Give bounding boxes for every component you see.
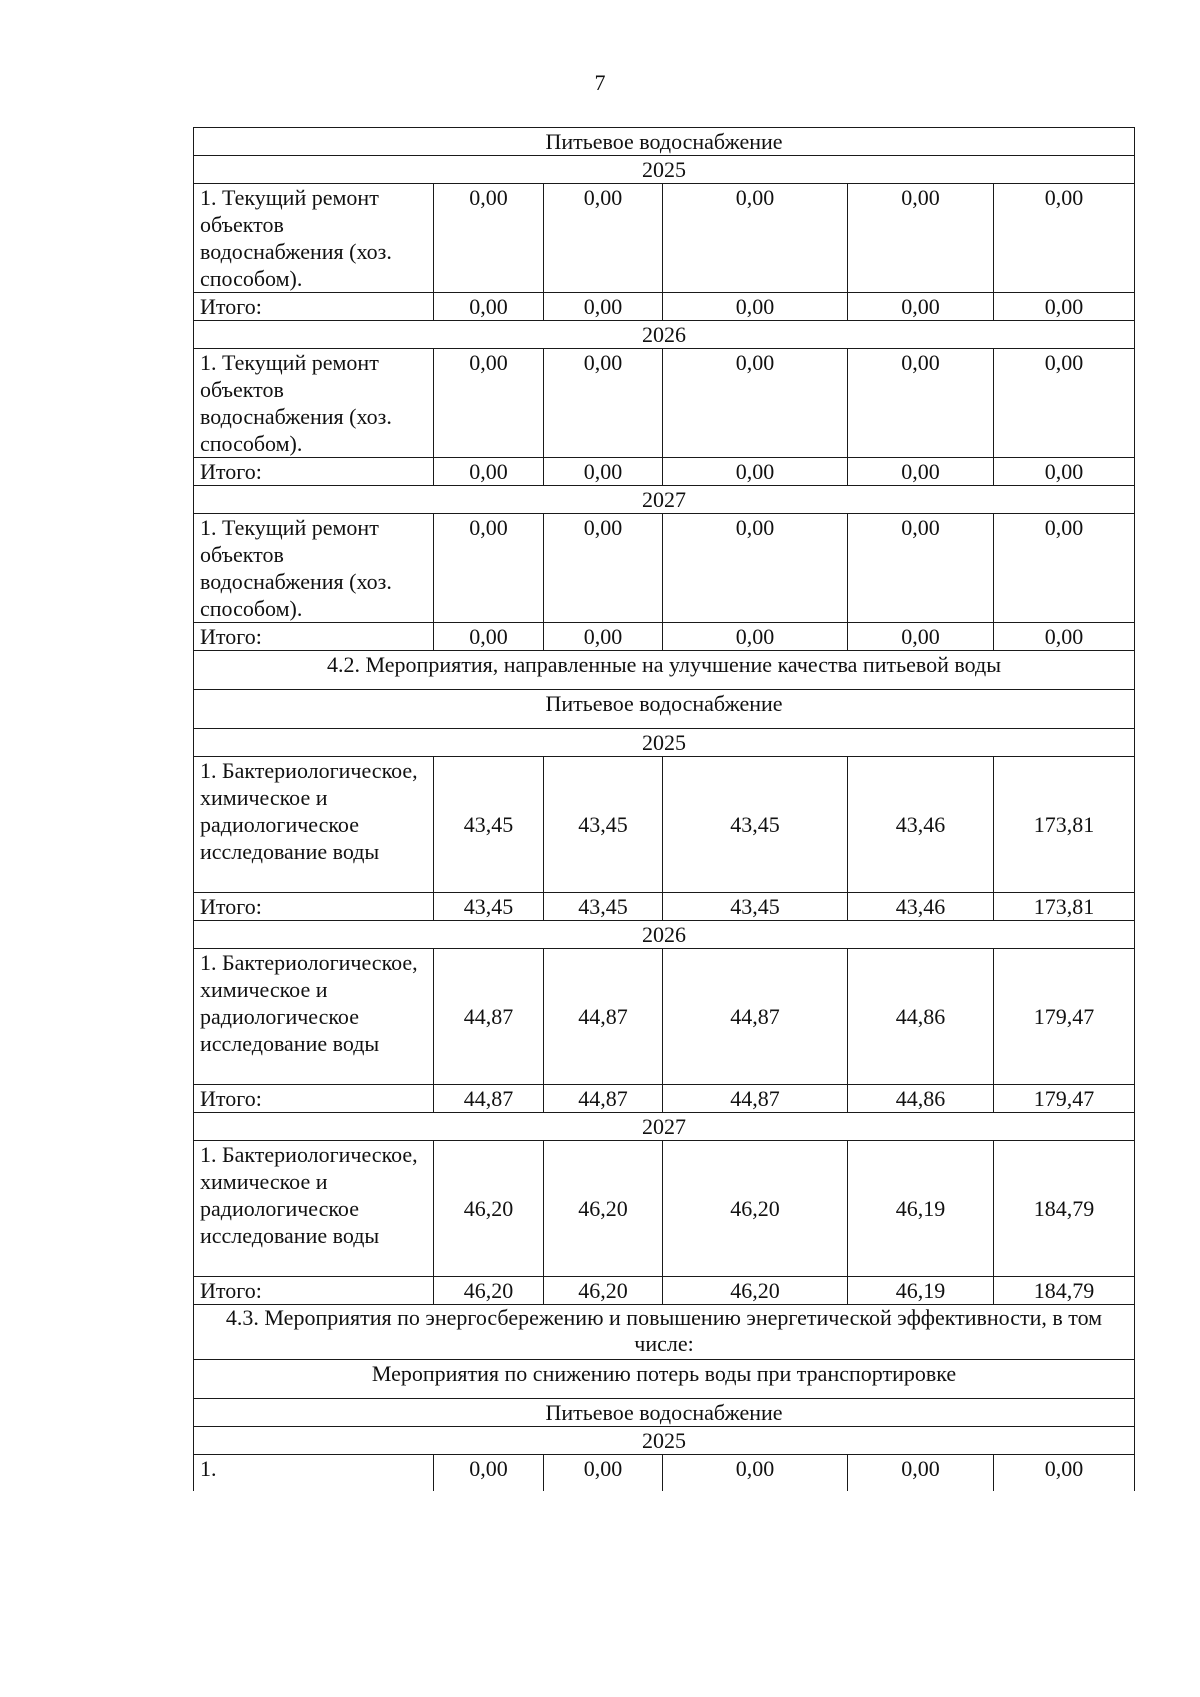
value-cell: 184,79 bbox=[994, 1141, 1135, 1277]
value-cell: 0,00 bbox=[544, 184, 663, 293]
section-heading-row bbox=[194, 1305, 1135, 1360]
value-cell: 43,45 bbox=[663, 757, 848, 893]
total-row bbox=[194, 1277, 1135, 1305]
table-header-row bbox=[194, 1427, 1135, 1455]
page-number: 7 bbox=[594, 70, 606, 95]
value-cell: 0,00 bbox=[663, 458, 848, 486]
value-cell: 0,00 bbox=[848, 293, 994, 321]
value-cell: 43,46 bbox=[848, 893, 994, 921]
table-header-row bbox=[194, 321, 1135, 349]
total-row bbox=[194, 1085, 1135, 1113]
total-row bbox=[194, 623, 1135, 651]
value-cell: 0,00 bbox=[848, 458, 994, 486]
value-cell: 0,00 bbox=[544, 458, 663, 486]
value-cell: 173,81 bbox=[994, 893, 1135, 921]
table-body bbox=[194, 128, 1135, 1492]
table-header-row bbox=[194, 729, 1135, 757]
header-cell: Питьевое водоснабжение bbox=[194, 128, 1135, 156]
value-cell: 44,87 bbox=[434, 949, 544, 1085]
section-heading: Питьевое водоснабжение bbox=[194, 690, 1135, 729]
section-heading: Мероприятия по снижению потерь воды при транспортировке bbox=[194, 1360, 1135, 1399]
value-cell: 0,00 bbox=[994, 184, 1135, 293]
value-cell: 179,47 bbox=[994, 949, 1135, 1085]
total-label: Итого: bbox=[194, 1277, 434, 1305]
value-cell: 0,00 bbox=[663, 184, 848, 293]
value-cell: 44,87 bbox=[544, 949, 663, 1085]
total-label: Итого: bbox=[194, 623, 434, 651]
value-cell: 43,45 bbox=[663, 893, 848, 921]
value-cell: 44,87 bbox=[434, 1085, 544, 1113]
section-heading-row bbox=[194, 690, 1135, 729]
table-row bbox=[194, 184, 1135, 293]
value-cell: 43,45 bbox=[434, 757, 544, 893]
section-heading-row bbox=[194, 651, 1135, 690]
header-cell: 2026 bbox=[194, 921, 1135, 949]
value-cell: 173,81 bbox=[994, 757, 1135, 893]
value-cell: 44,87 bbox=[663, 949, 848, 1085]
value-cell: 0,00 bbox=[663, 623, 848, 651]
value-cell: 0,00 bbox=[544, 293, 663, 321]
data-table bbox=[193, 127, 1135, 1491]
table-header-row bbox=[194, 486, 1135, 514]
value-cell: 46,20 bbox=[544, 1141, 663, 1277]
table-row bbox=[194, 1455, 1135, 1492]
table-row bbox=[194, 949, 1135, 1085]
value-cell: 0,00 bbox=[848, 514, 994, 623]
value-cell: 0,00 bbox=[544, 349, 663, 458]
value-cell: 0,00 bbox=[434, 349, 544, 458]
item-name: 1. Бактериологическое, химическое и радиологическое исследование воды bbox=[194, 757, 434, 893]
value-cell: 46,20 bbox=[663, 1277, 848, 1305]
section-heading-row bbox=[194, 1360, 1135, 1399]
item-name: 1. Текущий ремонт объектов водоснабжения (хоз. способом). bbox=[194, 349, 434, 458]
total-label: Итого: bbox=[194, 293, 434, 321]
value-cell: 0,00 bbox=[434, 184, 544, 293]
header-cell: 2027 bbox=[194, 486, 1135, 514]
value-cell: 0,00 bbox=[848, 184, 994, 293]
value-cell: 0,00 bbox=[663, 1455, 848, 1492]
header-cell: 2027 bbox=[194, 1113, 1135, 1141]
value-cell: 46,20 bbox=[434, 1141, 544, 1277]
value-cell: 0,00 bbox=[994, 623, 1135, 651]
value-cell: 46,19 bbox=[848, 1277, 994, 1305]
value-cell: 0,00 bbox=[663, 349, 848, 458]
value-cell: 0,00 bbox=[848, 623, 994, 651]
section-heading: 4.2. Мероприятия, направленные на улучшение качества питьевой воды bbox=[194, 651, 1135, 690]
value-cell: 46,20 bbox=[434, 1277, 544, 1305]
total-label: Итого: bbox=[194, 893, 434, 921]
table-row bbox=[194, 1141, 1135, 1277]
value-cell: 46,20 bbox=[663, 1141, 848, 1277]
table-header-row bbox=[194, 1399, 1135, 1427]
table-row bbox=[194, 349, 1135, 458]
item-name: 1. bbox=[194, 1455, 434, 1492]
header-cell: Питьевое водоснабжение bbox=[194, 1399, 1135, 1427]
value-cell: 0,00 bbox=[434, 514, 544, 623]
table-row bbox=[194, 514, 1135, 623]
value-cell: 0,00 bbox=[994, 349, 1135, 458]
value-cell: 0,00 bbox=[663, 514, 848, 623]
value-cell: 0,00 bbox=[994, 1455, 1135, 1492]
total-label: Итого: bbox=[194, 458, 434, 486]
table-header-row bbox=[194, 128, 1135, 156]
value-cell: 44,86 bbox=[848, 949, 994, 1085]
value-cell: 0,00 bbox=[994, 458, 1135, 486]
value-cell: 0,00 bbox=[434, 1455, 544, 1492]
value-cell: 43,46 bbox=[848, 757, 994, 893]
value-cell: 0,00 bbox=[848, 1455, 994, 1492]
section-heading: 4.3. Мероприятия по энергосбережению и повышению энергетической эффективности, в том числе: bbox=[194, 1305, 1135, 1360]
value-cell: 43,45 bbox=[544, 757, 663, 893]
value-cell: 0,00 bbox=[663, 293, 848, 321]
total-row bbox=[194, 893, 1135, 921]
total-row bbox=[194, 293, 1135, 321]
item-name: 1. Бактериологическое, химическое и радиологическое исследование воды bbox=[194, 1141, 434, 1277]
value-cell: 0,00 bbox=[848, 349, 994, 458]
table-header-row bbox=[194, 921, 1135, 949]
item-name: 1. Бактериологическое, химическое и радиологическое исследование воды bbox=[194, 949, 434, 1085]
value-cell: 43,45 bbox=[434, 893, 544, 921]
value-cell: 0,00 bbox=[434, 458, 544, 486]
value-cell: 184,79 bbox=[994, 1277, 1135, 1305]
total-label: Итого: bbox=[194, 1085, 434, 1113]
value-cell: 46,20 bbox=[544, 1277, 663, 1305]
value-cell: 46,19 bbox=[848, 1141, 994, 1277]
value-cell: 0,00 bbox=[434, 623, 544, 651]
total-row bbox=[194, 458, 1135, 486]
value-cell: 44,86 bbox=[848, 1085, 994, 1113]
item-name: 1. Текущий ремонт объектов водоснабжения (хоз. способом). bbox=[194, 514, 434, 623]
item-name: 1. Текущий ремонт объектов водоснабжения (хоз. способом). bbox=[194, 184, 434, 293]
value-cell: 0,00 bbox=[544, 1455, 663, 1492]
value-cell: 43,45 bbox=[544, 893, 663, 921]
header-cell: 2026 bbox=[194, 321, 1135, 349]
value-cell: 0,00 bbox=[994, 514, 1135, 623]
table-header-row bbox=[194, 156, 1135, 184]
value-cell: 0,00 bbox=[434, 293, 544, 321]
value-cell: 44,87 bbox=[663, 1085, 848, 1113]
header-cell: 2025 bbox=[194, 156, 1135, 184]
value-cell: 0,00 bbox=[544, 623, 663, 651]
value-cell: 44,87 bbox=[544, 1085, 663, 1113]
value-cell: 0,00 bbox=[544, 514, 663, 623]
table-header-row bbox=[194, 1113, 1135, 1141]
header-cell: 2025 bbox=[194, 1427, 1135, 1455]
table-row bbox=[194, 757, 1135, 893]
value-cell: 0,00 bbox=[994, 293, 1135, 321]
header-cell: 2025 bbox=[194, 729, 1135, 757]
value-cell: 179,47 bbox=[994, 1085, 1135, 1113]
